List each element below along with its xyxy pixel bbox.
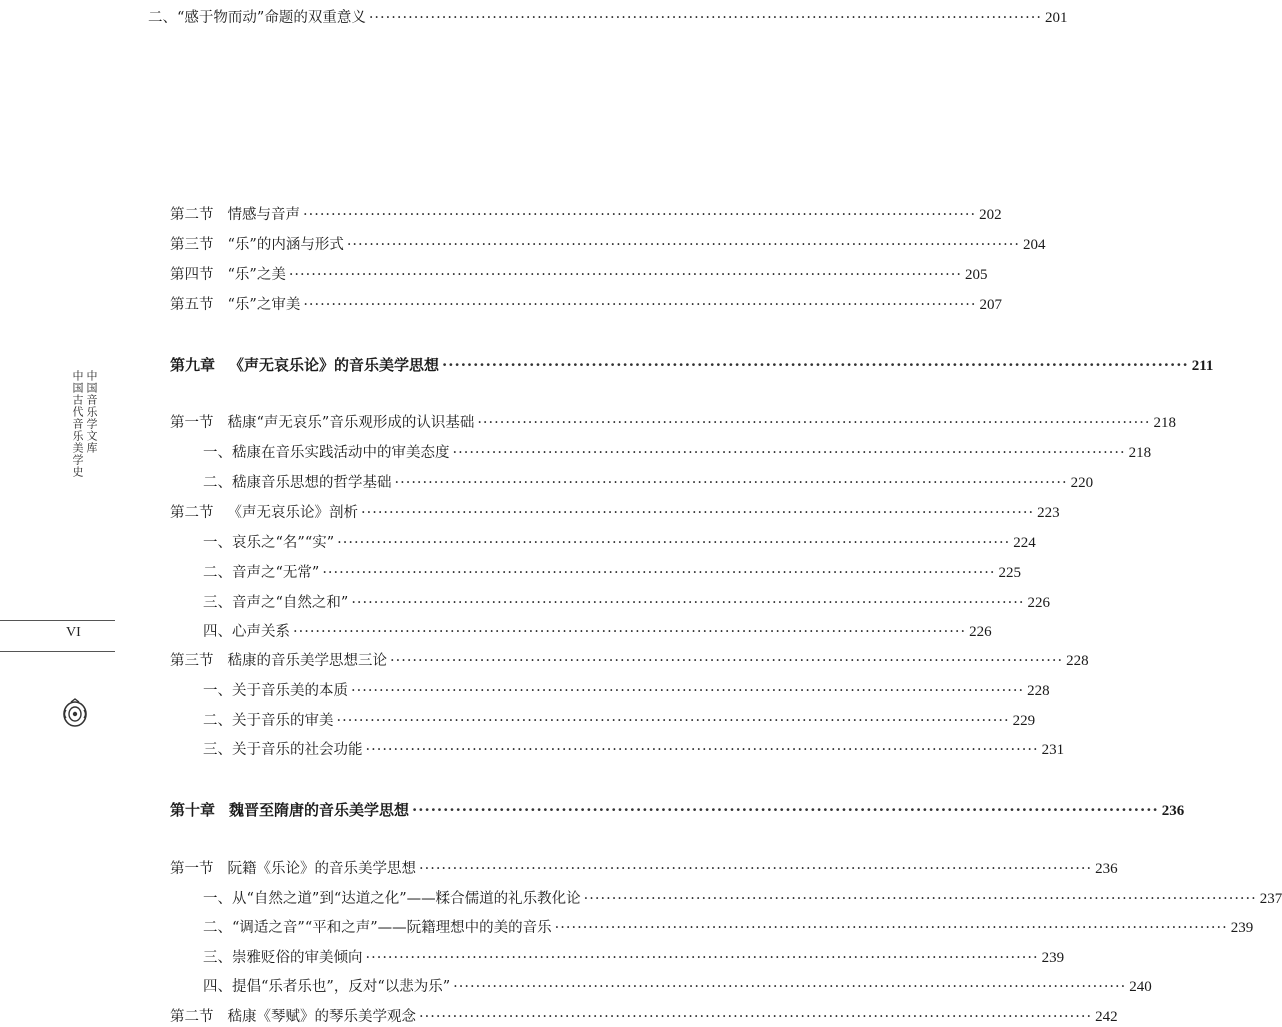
dot-leader: ························································································································ [293, 624, 967, 640]
dot-leader: ························································································································ [365, 950, 1039, 966]
toc-entry-title: 三、崇雅贬俗的审美倾向 [203, 950, 363, 966]
toc-entry-section [170, 235, 1046, 255]
toc-entry-section [170, 1007, 1118, 1027]
publisher-emblem-icon [62, 698, 88, 728]
folio-rule-bottom [0, 651, 115, 652]
toc-entry-title: 四、心声关系 [203, 624, 290, 640]
toc-entry-page-number: 229 [1012, 713, 1036, 729]
toc-entry-page-number: 218 [1153, 415, 1176, 431]
toc-entry-number: 第二节 [170, 505, 214, 521]
toc-entry-item [203, 593, 1050, 613]
folio-rule-top [0, 620, 115, 621]
toc-entry-page-number: 220 [1070, 475, 1094, 491]
dot-leader: ························································································································ [583, 891, 1257, 907]
toc-entry-title: 二、关于音乐的审美 [203, 713, 334, 729]
toc-entry-number: 第五节 [170, 297, 214, 313]
toc-entry-page-number: 201 [1044, 10, 1068, 26]
dot-leader: ························································································································ [453, 979, 1127, 995]
toc-entry-item [203, 889, 1282, 909]
toc-entry-page-number: 231 [1041, 742, 1065, 758]
running-series-title [70, 370, 98, 478]
toc-entry-page-number: 226 [1027, 595, 1050, 611]
dot-leader: ························································································································ [322, 565, 996, 581]
toc-entry-item [203, 740, 1065, 760]
dot-leader: ························································································································ [442, 356, 1189, 374]
toc-entry-title: 二、嵇康音乐思想的哲学基础 [203, 475, 392, 491]
toc-entry-title: 一、嵇康在音乐实践活动中的审美态度 [203, 445, 450, 461]
toc-entry-number: 第一节 [170, 861, 214, 877]
dot-leader: ························································································································ [365, 742, 1039, 758]
toc-entry-title: 二、音声之“无常” [203, 565, 320, 581]
toc-entry-page-number: 218 [1128, 445, 1152, 461]
toc-entry-number: 第十章 [170, 801, 216, 819]
toc-entry-page-number: 236 [1095, 861, 1118, 877]
toc-entry-title: 三、音声之“自然之和” [203, 595, 349, 611]
dot-leader: ························································································································ [419, 1009, 1093, 1025]
toc-entry-title: 《声无哀乐论》剖析 [227, 505, 358, 521]
toc-entry-title: 四、提倡“乐者乐也”，反对“以悲为乐” [203, 979, 451, 995]
toc-entry-title: 一、从“自然之道”到“达道之化”——糅合儒道的礼乐教化论 [203, 891, 581, 907]
toc-entry-title: 二、“感于物而动”命题的双重意义 [148, 10, 366, 26]
toc-entry-title: 情感与音声 [227, 207, 300, 223]
toc-entry-number: 第四节 [170, 267, 214, 283]
dot-leader: ························································································································ [368, 10, 1042, 26]
dot-leader: ························································································································ [303, 207, 977, 223]
dot-leader: ························································································································ [419, 861, 1093, 877]
toc-entry-item [203, 711, 1036, 731]
toc-entry-number: 第三节 [170, 653, 214, 669]
toc-entry-title: 三、关于音乐的社会功能 [203, 742, 363, 758]
toc-entry-page-number: 236 [1161, 803, 1185, 819]
toc-entry-page-number: 239 [1041, 950, 1065, 966]
dot-leader: ························································································································ [452, 445, 1126, 461]
toc-entry-section [170, 503, 1060, 523]
toc-entry-title: 嵇康的音乐美学思想三论 [227, 653, 387, 669]
toc-entry-number: 第二节 [170, 207, 214, 223]
toc-entry-item [203, 473, 1094, 493]
toc-entry-title: 魏晋至隋唐的音乐美学思想 [229, 801, 410, 819]
toc-entry-page-number: 240 [1129, 979, 1152, 995]
toc-entry-page-number: 207 [979, 297, 1002, 313]
toc-entry-item [203, 622, 992, 642]
toc-entry-section [170, 651, 1089, 671]
toc-entry-item [203, 533, 1036, 553]
toc-entry-section [170, 413, 1176, 433]
toc-entry-item [203, 977, 1152, 997]
toc-entry-number: 第九章 [170, 356, 216, 374]
dot-leader: ························································································································ [336, 713, 1010, 729]
toc-entry-title: 《声无哀乐论》的音乐美学思想 [229, 356, 440, 374]
toc-entry-page-number: 205 [964, 267, 988, 283]
toc-entry-section [170, 295, 1002, 315]
dot-leader: ························································································································ [288, 267, 962, 283]
dot-leader: ························································································································ [477, 415, 1151, 431]
toc-entry-title: 二、“调适之音”“平和之声”——阮籍理想中的美的音乐 [203, 920, 552, 936]
dot-leader: ························································································································ [394, 475, 1068, 491]
toc-entry-section [170, 265, 988, 285]
toc-entry-page-number: 239 [1230, 920, 1254, 936]
toc-entry-number: 第一节 [170, 415, 214, 431]
toc-entry-page-number: 226 [969, 624, 992, 640]
toc-entry-section [170, 205, 1002, 225]
toc-entry-page-number: 242 [1095, 1009, 1118, 1025]
dot-leader: ························································································································ [351, 683, 1025, 699]
toc-entry-page-number: 228 [1066, 653, 1089, 669]
toc-entry-title: 一、哀乐之“名”“实” [203, 535, 335, 551]
toc-entry-page-number: 211 [1191, 358, 1214, 374]
dot-leader: ························································································································ [554, 920, 1228, 936]
toc-entry-item [203, 918, 1254, 938]
toc-entry-title: 嵇康《琴赋》的琴乐美学观念 [227, 1009, 416, 1025]
toc-entry-page-number: 204 [1022, 237, 1046, 253]
toc-entry-item [148, 8, 1068, 28]
toc-entry-item [203, 563, 1021, 583]
toc-entry-title: 嵇康“声无哀乐”音乐观形成的认识基础 [227, 415, 475, 431]
toc-entry-item [203, 948, 1065, 968]
dot-leader: ························································································································ [346, 237, 1020, 253]
toc-entry-item [203, 681, 1050, 701]
page-folio: VI [66, 625, 81, 640]
toc-entry-page-number: 223 [1037, 505, 1060, 521]
dot-leader: ························································································································ [303, 297, 977, 313]
dot-leader: ························································································································ [390, 653, 1064, 669]
toc-entry-title: “乐”之审美 [227, 297, 301, 313]
dot-leader: ························································································································ [361, 505, 1035, 521]
series-title: 中国音乐学文库 [85, 370, 98, 454]
toc-entry-chapter [170, 800, 1185, 821]
toc-entry-page-number: 237 [1259, 891, 1282, 907]
toc-entry-title: “乐”的内涵与形式 [227, 237, 344, 253]
toc-entry-page-number: 225 [998, 565, 1021, 581]
toc-entry-title: 一、关于音乐美的本质 [203, 683, 348, 699]
toc-entry-item [203, 443, 1152, 463]
toc-entry-number: 第二节 [170, 1009, 214, 1025]
dot-leader: ························································································································ [412, 801, 1159, 819]
toc-entry-chapter [170, 355, 1214, 376]
toc-entry-title: “乐”之美 [227, 267, 286, 283]
toc-entry-page-number: 224 [1013, 535, 1036, 551]
toc-entry-number: 第三节 [170, 237, 214, 253]
toc-entry-section [170, 859, 1118, 879]
dot-leader: ························································································································ [337, 535, 1011, 551]
toc-entry-page-number: 228 [1027, 683, 1050, 699]
dot-leader: ························································································································ [351, 595, 1025, 611]
book-title: 中国古代音乐美学史 [71, 370, 84, 478]
toc-entry-page-number: 202 [979, 207, 1002, 223]
toc-entry-title: 阮籍《乐论》的音乐美学思想 [227, 861, 416, 877]
